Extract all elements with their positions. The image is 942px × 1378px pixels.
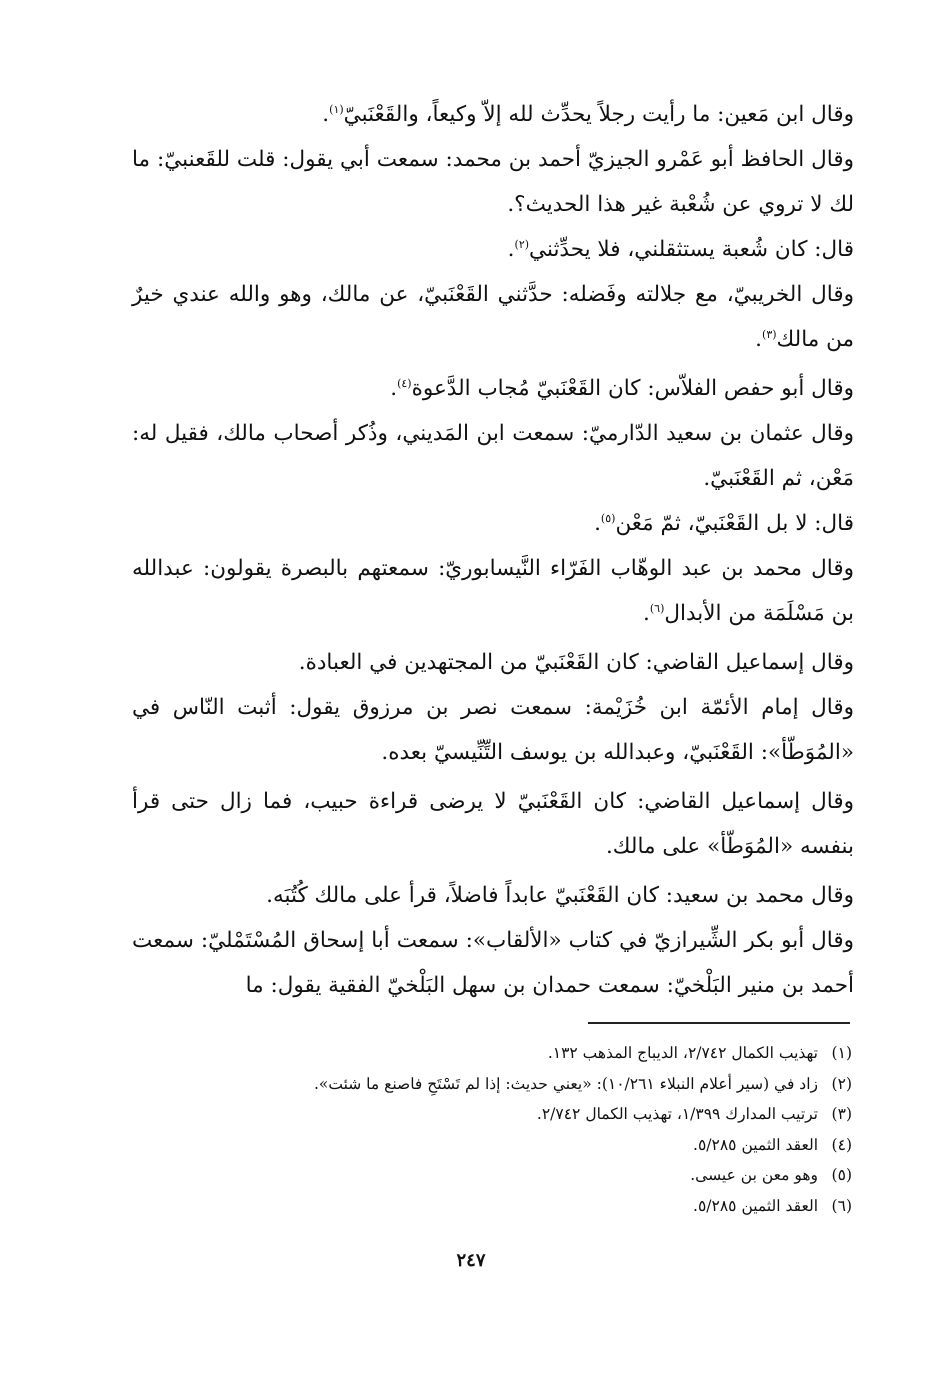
footnote-text: وهو معن بن عيسى. [690, 1166, 818, 1184]
footnote-number: (٥) [831, 1166, 852, 1184]
footnote [140, 1130, 852, 1161]
paragraph: وقال إسماعيل القاضي: كان القَعْنَبيّ لا يرضى قراءة حبيب، فما زال حتى قرأ بنفسه «المُوَطّأ» على مالك. [132, 789, 854, 859]
footnote [140, 1069, 852, 1100]
footnote [140, 1099, 852, 1130]
footnote-reference: (٣) [762, 327, 777, 341]
footnote-number: (١) [831, 1044, 852, 1062]
footnote-text: ترتيب المدارك ١/٣٩٩، تهذيب الكمال ٢/٧٤٢. [536, 1105, 818, 1123]
paragraph: وقال أبو حفص الفلاّس: كان القَعْنَبيّ مُجاب الدَّعوة$^{(٤)}$. [390, 376, 854, 401]
footnote-number: (٣) [831, 1105, 852, 1123]
paragraph: وقال إمام الأئمّة ابن خُزَيْمة: سمعت نصر بن مرزوق يقول: أثبت النّاس في «المُوَطّأ»: القَعْنَبيّ، وعبدالله بن يوسف التِّنِّيسيّ بعده. [132, 695, 854, 765]
footnote-text: تهذيب الكمال ٢/٧٤٢، الديباج المذهب ١٣٢. [547, 1044, 818, 1062]
footnote-reference: (١) [329, 102, 344, 116]
footnote-number: (٦) [831, 1196, 852, 1215]
main-text [132, 92, 854, 1008]
footnote-separator [588, 1022, 850, 1024]
paragraph: وقال محمد بن عبد الوهّاب الفَرّاء النَّيسابوريّ: سمعتهم بالبصرة يقولون: عبدالله بن مَسْلَمَة من الأبدال$^{(٦)}$. [132, 556, 854, 626]
footnote-text: العقد الثمين ٥/٢٨٥. [693, 1135, 818, 1154]
footnote-text: زاد في (سير أعلام النبلاء ١٠/٢٦١): «يعني حديث: إذا لم تَسْتَحِ فاصنع ما شئت». [313, 1074, 818, 1093]
paragraph: وقال إسماعيل القاضي: كان القَعْنَبيّ من المجتهدين في العبادة. [298, 650, 854, 675]
paragraph: وقال عثمان بن سعيد الدّارميّ: سمعت ابن المَديني، وذُكر أصحاب مالك، فقيل له: مَعْن، ثم القَعْنَبيّ. [132, 421, 854, 491]
paragraph: وقال أبو بكر الشِّيرازيّ في كتاب «الألقاب»: سمعت أبا إسحاق المُسْتَمْليّ: سمعت أحمد بن منير البَلْخيّ: سمعت حمدان بن سهل البَلْخيّ الفقية يقول: ما [132, 928, 854, 998]
footnote [140, 1160, 852, 1191]
footnote-reference: (٥) [600, 511, 616, 525]
footnotes [140, 1038, 852, 1221]
paragraph: وقال ابن مَعين: ما رأيت رجلاً يحدِّث لله إلاّ وكيعاً، والقَعْنَبيّ$^{(١)}$. [322, 102, 854, 127]
paragraph: قال: كان شُعبة يستثقلني، فلا يحدِّثني$^{(٢)}$. [507, 237, 854, 262]
paragraph: وقال الخريبيّ، مع جلالته وفَضله: حدَّثني القَعْنَبيّ، عن مالك، وهو والله عندي خيرٌ من مالك$^{(٣)}$. [132, 282, 854, 352]
footnote-reference: (٦) [649, 601, 665, 615]
page-number: ٢٤٧ [456, 1250, 486, 1271]
footnote-reference: (٢) [514, 237, 530, 251]
paragraph: قال: لا بل القَعْنَبيّ، ثمّ مَعْن$^{(٥)}$. [594, 511, 854, 536]
footnote-number: (٢) [831, 1074, 852, 1093]
footnote [140, 1038, 852, 1069]
paragraph: وقال الحافظ أبو عَمْرو الجيزيّ أحمد بن محمد: سمعت أبي يقول: قلت للقَعنبيّ: ما لك لا تروي عن شُعْبة غير هذا الحديث؟. [132, 147, 854, 217]
footnote [140, 1191, 852, 1222]
footnote-reference: (٤) [397, 376, 412, 390]
paragraph: وقال محمد بن سعيد: كان القَعْنَبيّ عابداً فاضلاً، قرأ على مالك كُتُبَه. [266, 883, 854, 908]
footnote-text: العقد الثمين ٥/٢٨٥. [693, 1196, 818, 1215]
footnote-number: (٤) [831, 1135, 852, 1154]
